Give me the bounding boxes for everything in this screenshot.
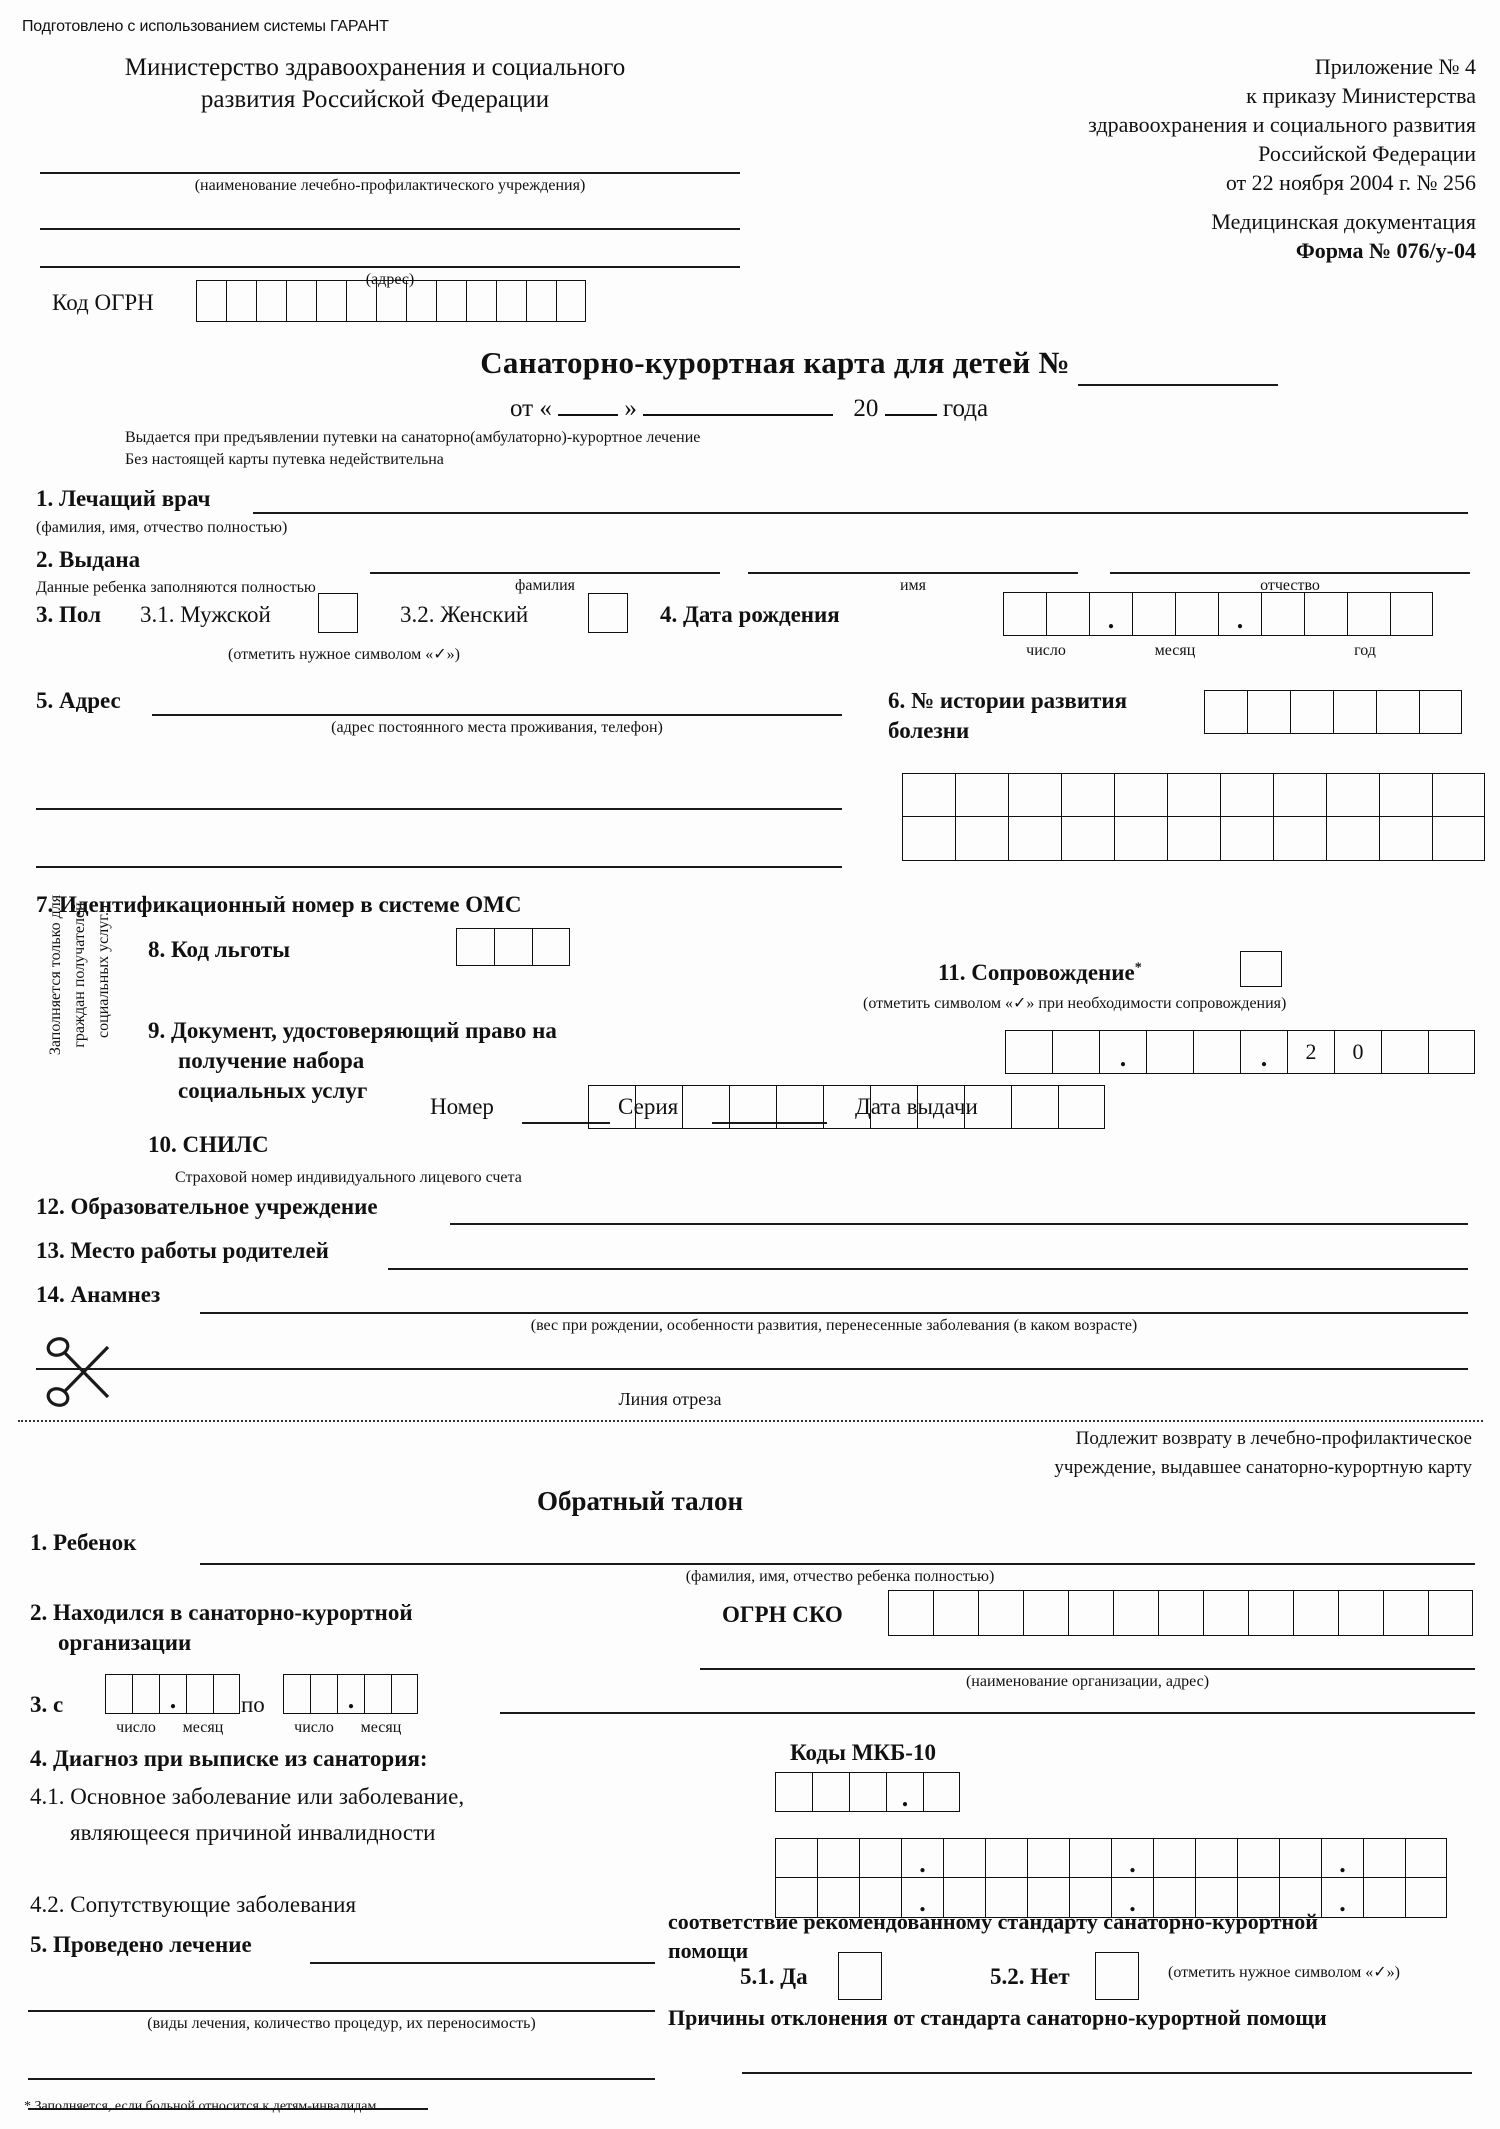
input-cell[interactable] xyxy=(526,280,556,322)
input-cell[interactable] xyxy=(1008,817,1061,861)
field-8-label: 8. Код льготы xyxy=(148,937,291,962)
garant-prepared-note: Подготовлено с использованием системы ГАРАНТ xyxy=(22,18,389,35)
input-cell[interactable] xyxy=(1167,817,1220,861)
input-cell[interactable] xyxy=(1220,773,1273,817)
separator-dot: . xyxy=(901,1782,909,1812)
issue-note-2: Без настоящей карты путевка недействительна xyxy=(125,451,444,468)
field-1-caption: (фамилия, имя, отчество полностью) xyxy=(36,519,288,536)
input-cell[interactable] xyxy=(436,280,466,322)
talon-field-3-po: по xyxy=(241,1692,265,1717)
cut-dotted-line xyxy=(18,1420,1483,1422)
input-cell[interactable] xyxy=(1432,773,1485,817)
input-cell[interactable] xyxy=(1379,773,1432,817)
input-cell[interactable] xyxy=(902,817,955,861)
separator-dot: . xyxy=(1119,1042,1127,1072)
talon-org-name-line[interactable] xyxy=(700,1668,1475,1670)
input-cell[interactable] xyxy=(955,773,1008,817)
input-cell[interactable] xyxy=(955,817,1008,861)
snils-cells[interactable] xyxy=(588,1085,1105,1129)
surname-caption: фамилия xyxy=(514,577,576,594)
separator-dot: . xyxy=(169,1684,177,1714)
input-cell[interactable] xyxy=(1383,1590,1428,1636)
oms-id-grid[interactable] xyxy=(902,773,1485,861)
input-cell[interactable] xyxy=(1428,1030,1475,1074)
talon-org-name-caption: (наименование организации, адрес) xyxy=(965,1673,1210,1690)
input-cell[interactable] xyxy=(1069,1838,1111,1878)
input-cell[interactable] xyxy=(1347,592,1390,636)
input-cell[interactable] xyxy=(1046,592,1089,636)
input-cell[interactable] xyxy=(1061,773,1114,817)
field-5-input-line-3[interactable] xyxy=(36,866,842,868)
field-5-input-line-2[interactable] xyxy=(36,808,842,810)
input-cell[interactable] xyxy=(1363,1878,1405,1918)
issue-date-quote: » xyxy=(624,395,637,422)
input-cell[interactable] xyxy=(1003,592,1046,636)
document-issue-date-cells[interactable] xyxy=(1005,1030,1475,1074)
surname-line[interactable] xyxy=(370,572,720,574)
input-cell[interactable] xyxy=(466,280,496,322)
input-cell[interactable] xyxy=(1273,817,1326,861)
ministry-line-2: развития Российской Федерации xyxy=(200,86,550,113)
input-cell[interactable] xyxy=(923,1772,960,1812)
field-4-label: 4. Дата рождения xyxy=(660,602,840,627)
input-cell[interactable] xyxy=(1113,1590,1158,1636)
input-cell[interactable] xyxy=(1005,1030,1052,1074)
input-cell[interactable] xyxy=(776,1085,823,1129)
mkb-primary-code-cells[interactable] xyxy=(775,1772,960,1812)
birth-date-cells[interactable] xyxy=(1003,592,1433,636)
deviation-reasons-label: Причины отклонения от стандарта санаторно-курортной помощи xyxy=(668,2005,1327,2030)
input-cell[interactable] xyxy=(978,1590,1023,1636)
input-cell[interactable] xyxy=(917,1085,964,1129)
separator-dot: . xyxy=(1260,1042,1268,1072)
input-cell[interactable] xyxy=(1247,690,1290,734)
field-1-label: 1. Лечащий врач xyxy=(36,486,211,511)
field-6-label-line-2: болезни xyxy=(888,717,970,743)
separator-dot: . xyxy=(1107,604,1115,634)
input-cell[interactable] xyxy=(1011,1085,1058,1129)
input-cell[interactable] xyxy=(1023,1590,1068,1636)
separator-dot: . xyxy=(919,1848,926,1878)
return-note-line-1: Подлежит возврату в лечебно-профилактическое xyxy=(1075,1428,1472,1449)
field-12-label: 12. Образовательное учреждение xyxy=(36,1194,378,1219)
separator-cell xyxy=(337,1674,364,1714)
input-cell[interactable] xyxy=(346,280,376,322)
input-cell[interactable] xyxy=(364,1674,391,1714)
separator-cell xyxy=(886,1772,923,1812)
input-cell[interactable] xyxy=(1290,690,1333,734)
input-cell[interactable] xyxy=(1405,1838,1447,1878)
return-note-line-2: учреждение, выдавшее санаторно-курортную карту xyxy=(1054,1457,1472,1478)
field-3-2-label: 3.2. Женский xyxy=(400,602,529,627)
grid-row[interactable] xyxy=(775,1838,1447,1878)
input-cell[interactable] xyxy=(1175,592,1218,636)
talon-field-5-line-3[interactable] xyxy=(28,2078,655,2080)
talon-field-2-label xyxy=(30,1598,413,1658)
field-9-issuedate-label: Дата выдачи xyxy=(855,1094,978,1119)
field-14-label: 14. Анамнез xyxy=(36,1282,161,1307)
issue-date-row xyxy=(510,395,988,423)
input-cell[interactable] xyxy=(870,1085,917,1129)
input-cell[interactable] xyxy=(1326,817,1379,861)
standard-no-label: 5.2. Нет xyxy=(990,1964,1070,1989)
input-cell[interactable] xyxy=(1248,1590,1293,1636)
issue-year-prefix: 20 xyxy=(853,395,879,422)
field-9-label-line-1: 9. Документ, удостоверяющий право на xyxy=(148,1018,557,1043)
input-cell[interactable] xyxy=(132,1674,159,1714)
to-month-caption: месяц xyxy=(360,1719,402,1736)
input-cell[interactable] xyxy=(310,1674,337,1714)
input-cell[interactable] xyxy=(1419,690,1462,734)
grid-row[interactable] xyxy=(902,817,1485,861)
input-cell[interactable]: 0 xyxy=(1334,1030,1381,1074)
field-14-input-line-2[interactable] xyxy=(36,1368,1468,1370)
input-cell[interactable] xyxy=(1237,1838,1279,1878)
deviation-reasons-line[interactable] xyxy=(742,2072,1472,2074)
input-cell[interactable] xyxy=(1390,592,1433,636)
talon-child-name-line[interactable] xyxy=(200,1563,1475,1565)
input-cell[interactable] xyxy=(1379,817,1432,861)
input-cell[interactable] xyxy=(682,1085,729,1129)
separator-cell xyxy=(1111,1838,1153,1878)
separator-cell xyxy=(901,1838,943,1878)
input-cell[interactable] xyxy=(1338,1590,1383,1636)
mkb-codes-label: Коды МКБ-10 xyxy=(790,1740,936,1765)
field-12-input-line[interactable] xyxy=(450,1223,1468,1225)
input-cell[interactable] xyxy=(817,1838,859,1878)
input-cell[interactable] xyxy=(985,1838,1027,1878)
field-6-label xyxy=(888,686,1127,746)
stay-to-date-cells[interactable] xyxy=(283,1674,418,1714)
talon-org-address-line[interactable] xyxy=(500,1712,1475,1714)
benefit-code-cells[interactable] xyxy=(456,928,570,966)
talon-field-5-line-2[interactable] xyxy=(28,2010,655,2012)
grid-row[interactable] xyxy=(902,773,1485,817)
input-cell[interactable] xyxy=(933,1590,978,1636)
ogrn-label: Код ОГРН xyxy=(52,290,154,315)
appendix-line-4: Российской Федерации xyxy=(1258,141,1476,167)
input-cell[interactable] xyxy=(1203,1590,1248,1636)
gender-male-checkbox[interactable] xyxy=(318,593,358,633)
input-cell[interactable] xyxy=(964,1085,1011,1129)
medical-doc-label: Медицинская документация xyxy=(1211,209,1476,235)
input-cell[interactable] xyxy=(1432,817,1485,861)
institution-name-caption: (наименование лечебно-профилактического учреждения) xyxy=(194,177,586,194)
talon-field-2-line-1: 2. Находился в санаторно-курортной xyxy=(30,1600,413,1625)
birth-year-caption: год xyxy=(1354,642,1376,659)
appendix-line-2: к приказу Министерства xyxy=(1246,83,1476,109)
patronymic-caption: отчество xyxy=(1260,577,1320,594)
field-1-input-line[interactable] xyxy=(253,512,1468,514)
input-cell[interactable] xyxy=(1114,773,1167,817)
input-cell[interactable] xyxy=(1326,773,1379,817)
field-14-caption: (вес при рождении, особенности развития, перенесенные заболевания (в каком возрасте) xyxy=(530,1317,1138,1334)
input-cell[interactable] xyxy=(1195,1838,1237,1878)
ogrn-code-cells[interactable] xyxy=(196,280,586,322)
ministry-heading xyxy=(110,52,640,116)
mkb-secondary-codes-grid[interactable] xyxy=(775,1838,1447,1918)
field-9-label-line-3: социальных услуг xyxy=(178,1077,368,1103)
patronymic-line[interactable] xyxy=(1110,572,1470,574)
separator-cell xyxy=(1240,1030,1287,1074)
field-5-label: 5. Адрес xyxy=(36,688,121,713)
issue-year-blank[interactable] xyxy=(885,414,937,416)
issue-date-prefix: от « xyxy=(510,395,552,422)
input-cell[interactable] xyxy=(902,773,955,817)
separator-cell xyxy=(1099,1030,1146,1074)
field-11-caption: (отметить символом «✓» при необходимости сопровождения) xyxy=(863,995,1287,1012)
input-cell[interactable] xyxy=(1114,817,1167,861)
input-cell[interactable] xyxy=(391,1674,418,1714)
field-9-label xyxy=(148,1016,557,1106)
side-note-vertical-3: социальных услуг. xyxy=(95,912,112,1038)
input-cell[interactable] xyxy=(286,280,316,322)
input-cell[interactable] xyxy=(859,1838,901,1878)
input-cell[interactable] xyxy=(1204,690,1247,734)
field-13-label: 13. Место работы родителей xyxy=(36,1238,329,1263)
talon-field-5-line-1[interactable] xyxy=(310,1962,655,1964)
talon-field-2-line-2: организации xyxy=(58,1629,192,1655)
field-10-label: 10. СНИЛС xyxy=(148,1132,269,1157)
field-11-asterisk: * xyxy=(1134,960,1142,976)
input-cell[interactable] xyxy=(1167,773,1220,817)
issue-month-blank[interactable] xyxy=(643,414,833,416)
input-cell[interactable] xyxy=(1304,592,1347,636)
input-cell[interactable] xyxy=(1279,1838,1321,1878)
field-9-number-label: Номер xyxy=(430,1094,494,1119)
talon-field-4-1-line-2: являющееся причиной инвалидности xyxy=(70,1820,436,1845)
history-number-cells[interactable] xyxy=(1204,690,1462,734)
input-cell[interactable] xyxy=(496,280,526,322)
separator-dot: . xyxy=(919,1888,926,1918)
input-cell[interactable] xyxy=(849,1772,886,1812)
address-line-2[interactable] xyxy=(40,266,740,268)
birth-month-caption: месяц xyxy=(1154,642,1196,659)
appendix-header xyxy=(776,52,1476,265)
input-cell[interactable] xyxy=(1363,1838,1405,1878)
input-cell[interactable] xyxy=(556,280,586,322)
institution-name-line[interactable] xyxy=(40,172,740,174)
stay-from-date-cells[interactable] xyxy=(105,1674,240,1714)
accompaniment-checkbox[interactable] xyxy=(1240,951,1282,987)
address-line-1[interactable] xyxy=(40,228,740,230)
talon-title: Обратный талон xyxy=(536,1486,744,1516)
input-cell[interactable] xyxy=(196,280,226,322)
input-cell[interactable] xyxy=(226,280,256,322)
field-5-caption: (адрес постоянного места проживания, телефон) xyxy=(331,719,663,736)
input-cell[interactable] xyxy=(376,280,406,322)
input-cell[interactable] xyxy=(1261,592,1304,636)
separator-dot: . xyxy=(1339,1888,1346,1918)
input-cell[interactable] xyxy=(105,1674,132,1714)
firstname-caption: имя xyxy=(899,577,927,594)
standard-no-checkbox[interactable] xyxy=(1095,1952,1139,2000)
card-number-line[interactable] xyxy=(1078,384,1278,386)
issue-note-1: Выдается при предъявлении путевки на санаторно(амбулаторно)-курортное лечение xyxy=(125,429,701,446)
input-cell[interactable] xyxy=(1052,1030,1099,1074)
input-cell[interactable] xyxy=(812,1772,849,1812)
separator-dot: . xyxy=(1129,1888,1136,1918)
input-cell[interactable] xyxy=(1058,1085,1105,1129)
separator-cell xyxy=(1321,1838,1363,1878)
separator-dot: . xyxy=(1339,1848,1346,1878)
separator-cell xyxy=(159,1674,186,1714)
input-cell[interactable] xyxy=(1146,1030,1193,1074)
input-cell[interactable] xyxy=(1027,1838,1069,1878)
firstname-line[interactable] xyxy=(748,572,1078,574)
standard-note-line-1: соответствие рекомендованному стандарту санаторно-курортной xyxy=(668,1909,1318,1934)
input-cell[interactable] xyxy=(588,1085,635,1129)
talon-field-5-caption: (виды лечения, количество процедур, их переносимость) xyxy=(147,2015,536,2032)
side-note-vertical-2: граждан получателей xyxy=(71,902,88,1048)
separator-dot: . xyxy=(347,1684,355,1714)
talon-field-5-label: 5. Проведено лечение xyxy=(30,1932,252,1957)
issue-year-suffix: года xyxy=(942,395,989,422)
input-cell[interactable] xyxy=(775,1838,817,1878)
to-day-caption: число xyxy=(294,1719,334,1736)
separator-dot: . xyxy=(1236,604,1244,634)
input-cell[interactable] xyxy=(1008,773,1061,817)
input-cell[interactable] xyxy=(1376,690,1419,734)
gender-female-checkbox[interactable] xyxy=(588,593,628,633)
input-cell[interactable] xyxy=(1405,1878,1447,1918)
field-11-label xyxy=(938,958,1142,988)
input-cell[interactable] xyxy=(1381,1030,1428,1074)
field-9-label-line-2: получение набора xyxy=(178,1047,365,1073)
input-cell[interactable] xyxy=(1273,773,1326,817)
input-cell[interactable] xyxy=(1153,1838,1195,1878)
input-cell[interactable] xyxy=(1193,1030,1240,1074)
input-cell[interactable] xyxy=(1333,690,1376,734)
footnote: * Заполняется, если больной относится к детям-инвалидам. xyxy=(24,2099,380,2114)
separator-dot: . xyxy=(1129,1848,1136,1878)
input-cell[interactable]: 2 xyxy=(1287,1030,1334,1074)
field-2-label: 2. Выдана xyxy=(36,547,141,572)
field-3-1-label: 3.1. Мужской xyxy=(140,602,271,627)
talon-field-4-label: 4. Диагноз при выписке из санатория: xyxy=(30,1746,428,1771)
input-cell[interactable] xyxy=(256,280,286,322)
ogrn-sko-cells[interactable] xyxy=(888,1590,1473,1636)
standard-note-line-2: помощи xyxy=(668,1938,749,1963)
field-14-input-line[interactable] xyxy=(200,1312,1468,1314)
input-cell[interactable] xyxy=(823,1085,870,1129)
field-11-text: 11. Сопровождение xyxy=(938,960,1135,985)
input-cell[interactable] xyxy=(1428,1590,1473,1636)
field-7-label: 7. Идентификационный номер в системе ОМС xyxy=(36,892,522,917)
input-cell[interactable] xyxy=(1158,1590,1203,1636)
input-cell[interactable] xyxy=(456,928,494,966)
standard-yes-label: 5.1. Да xyxy=(740,1964,808,1989)
input-cell[interactable] xyxy=(532,928,570,966)
input-cell[interactable] xyxy=(943,1838,985,1878)
separator-cell xyxy=(1321,1878,1363,1918)
ministry-line-1: Министерство здравоохранения и социального xyxy=(124,54,626,81)
separator-cell xyxy=(1089,592,1132,636)
input-cell[interactable] xyxy=(1132,592,1175,636)
input-cell[interactable] xyxy=(283,1674,310,1714)
input-cell[interactable] xyxy=(186,1674,213,1714)
from-day-caption: число xyxy=(116,1719,156,1736)
field-2-caption: Данные ребенка заполняются полностью xyxy=(36,579,316,596)
scissors-icon xyxy=(36,1335,116,1413)
page-title: Санаторно-курортная карта для детей № xyxy=(480,345,1070,380)
issue-day-blank[interactable] xyxy=(558,414,618,416)
field-3-caption: (отметить нужное символом «✓») xyxy=(228,646,461,663)
input-cell[interactable] xyxy=(494,928,532,966)
standard-yes-checkbox[interactable] xyxy=(838,1952,882,2000)
talon-field-1-label: 1. Ребенок xyxy=(30,1530,137,1555)
ogrn-sko-label: ОГРН СКО xyxy=(722,1602,843,1627)
field-6-label-line-1: 6. № истории развития xyxy=(888,688,1128,713)
talon-field-4-2-label: 4.2. Сопутствующие заболевания xyxy=(30,1892,357,1917)
input-cell[interactable] xyxy=(1068,1590,1113,1636)
input-cell[interactable] xyxy=(213,1674,240,1714)
input-cell[interactable] xyxy=(775,1772,812,1812)
cut-line-label: Линия отреза xyxy=(618,1389,722,1409)
input-cell[interactable] xyxy=(406,280,436,322)
input-cell[interactable] xyxy=(1220,817,1273,861)
talon-field-3-label: 3. с xyxy=(30,1692,64,1717)
separator-cell xyxy=(1218,592,1261,636)
input-cell[interactable] xyxy=(1061,817,1114,861)
from-month-caption: месяц xyxy=(182,1719,224,1736)
side-note-vertical-1: Заполняется только для xyxy=(47,894,64,1056)
talon-field-4-1-line-1: 4.1. Основное заболевание или заболевание, xyxy=(30,1784,465,1809)
field-3-label: 3. Пол xyxy=(36,602,101,627)
appendix-line-5: от 22 ноября 2004 г. № 256 xyxy=(1225,170,1476,196)
field-10-caption: Страховой номер индивидуального лицевого счета xyxy=(175,1169,522,1186)
input-cell[interactable] xyxy=(1293,1590,1338,1636)
input-cell[interactable] xyxy=(888,1590,933,1636)
standard-mark-caption: (отметить нужное символом «✓») xyxy=(1168,1964,1401,1981)
appendix-line-1: Приложение № 4 xyxy=(1314,54,1476,79)
input-cell[interactable] xyxy=(316,280,346,322)
field-13-input-line[interactable] xyxy=(388,1268,1468,1270)
appendix-line-3: здравоохранения и социального развития xyxy=(1088,112,1476,138)
birth-day-caption: число xyxy=(1026,642,1066,659)
field-5-input-line[interactable] xyxy=(152,714,842,716)
input-cell[interactable] xyxy=(729,1085,776,1129)
talon-child-name-caption: (фамилия, имя, отчество ребенка полностью) xyxy=(685,1568,995,1585)
address-caption: (адрес) xyxy=(365,271,415,288)
form-number: Форма № 076/у-04 xyxy=(1295,238,1476,264)
field-9-series-label: Серия xyxy=(618,1094,679,1119)
input-cell[interactable] xyxy=(635,1085,682,1129)
